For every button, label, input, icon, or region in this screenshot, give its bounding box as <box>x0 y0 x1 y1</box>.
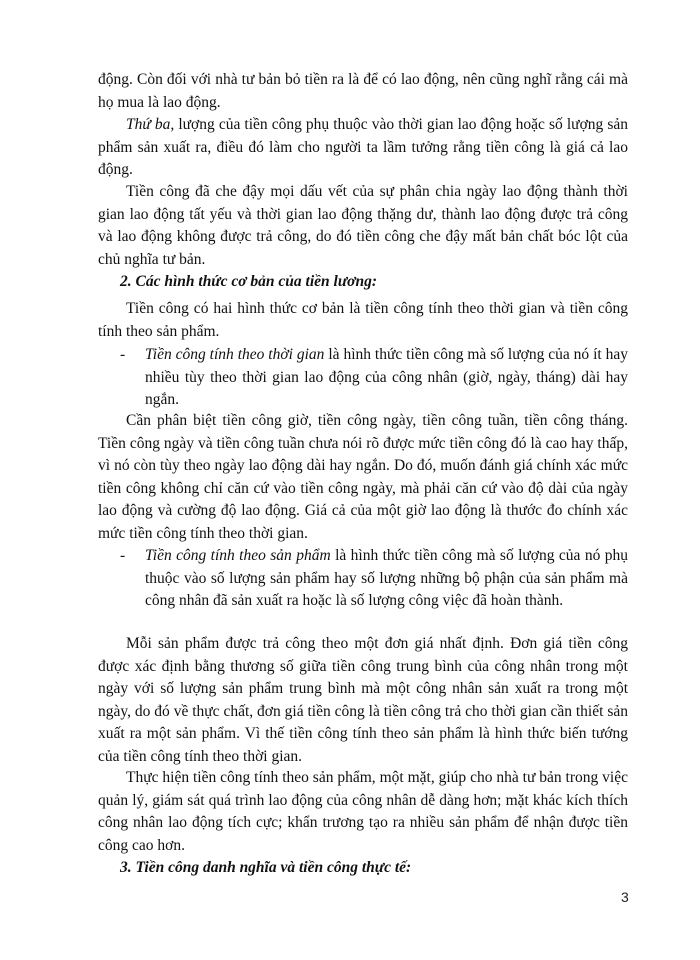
bullet-text <box>145 344 628 412</box>
bullet-term: Tiền công tính theo sản phẩm <box>145 547 331 564</box>
paragraph-text: động. Còn đối với nhà tư bản bỏ tiền ra là để có lao động, nên cũng nghĩ rằng cái mà họ mua là lao động. <box>98 71 628 111</box>
page-number: 3 <box>621 889 629 905</box>
bullet-time-wage <box>120 344 628 412</box>
paragraph-text: Tiền công có hai hình thức cơ bản là tiền công tính theo thời gian và tiền công tính theo sản phẩm. <box>98 300 628 340</box>
paragraph-text: lượng của tiền công phụ thuộc vào thời gian lao động hoặc số lượng sản phẩm sản xuất ra, điều đó làm cho người ta lầm tưởng rằng tiền công là giá cả lao động. <box>98 116 629 178</box>
paragraph-text: Mỗi sản phẩm được trả công theo một đơn giá nhất định. Đơn giá tiền công được xác định bằng thương số giữa tiền công trung bình của công nhân trong một ngày với số lượng sản phẩm trung bình mà một công nhân sản xuất ra trong một ngày, do đó về thực chất, đơn giá tiền công là tiền công trả cho thời gian cần thiết sản xuất ra một sản phẩm. Vì thế tiền công tính theo sản phẩm là hình thức biến tướng của tiền công tính theo thời gian. <box>98 635 628 765</box>
paragraph-two-forms <box>98 298 628 343</box>
bullet-dash: - <box>120 547 126 564</box>
bullet-piece-wage <box>120 545 628 613</box>
bullet-description: là hình thức tiền công mà số lượng của nó phụ thuộc vào số lượng sản phẩm hay số lượng những bộ phận của sản phẩm mà công nhân đã sản xuất ra hoặc là số lượng công việc đã hoàn thành. <box>145 547 628 609</box>
bullet-dash: - <box>120 346 126 363</box>
paragraph-implementation <box>98 767 628 857</box>
paragraph-text: Thực hiện tiền công tính theo sản phẩm, một mặt, giúp cho nhà tư bản trong việc quản lý, giám sát quá trình lao động của công nhân dễ dàng hơn; mặt khác kích thích công nhân lao động tích cực; khẩn trương tạo ra nhiều sản phẩm để nhận được tiền công cao hơn. <box>98 769 628 854</box>
section-heading-2: 2. Các hình thức cơ bản của tiền lương: <box>120 273 377 290</box>
paragraph-unit-price <box>98 633 628 768</box>
paragraph-text: Cần phân biệt tiền công giờ, tiền công ngày, tiền công tuần, tiền công tháng. Tiền công ngày và tiền công tuần chưa nói rõ được mức tiền công đó là cao hay thấp, vì nó còn tùy theo ngày lao động dài hay ngắn. Do đó, muốn đánh giá chính xác mức tiền công không chỉ căn cứ vào tiền công ngày, mà phải căn cứ vào độ dài của ngày lao động và cường độ lao động. Giá cả của một giờ lao động là thước đo chính xác mức tiền công tính theo thời gian. <box>98 412 628 542</box>
bullet-term: Tiền công tính theo thời gian <box>145 346 325 363</box>
paragraph-wage-conceals <box>98 181 628 271</box>
emphasis-text: Thứ ba, <box>126 116 175 133</box>
bullet-text <box>145 545 628 613</box>
section-heading-3: 3. Tiền công danh nghĩa và tiền công thực tế: <box>120 859 412 876</box>
paragraph-distinguish-wages <box>98 410 628 545</box>
bullet-description: là hình thức tiền công mà số lượng của nó ít hay nhiều tùy theo thời gian lao động của công nhân (giờ, ngày, tháng) dài hay ngắn. <box>145 346 629 408</box>
paragraph-continuation <box>98 69 628 114</box>
paragraph-text: Tiền công đã che đậy mọi dấu vết của sự phân chia ngày lao động thành thời gian lao động tất yếu và thời gian lao động thặng dư, thành lao động được trả công và lao động không được trả công, do đó tiền công che đậy mất bản chất bóc lột của chủ nghĩa tư bản. <box>98 183 628 268</box>
paragraph-third-point <box>98 114 628 182</box>
